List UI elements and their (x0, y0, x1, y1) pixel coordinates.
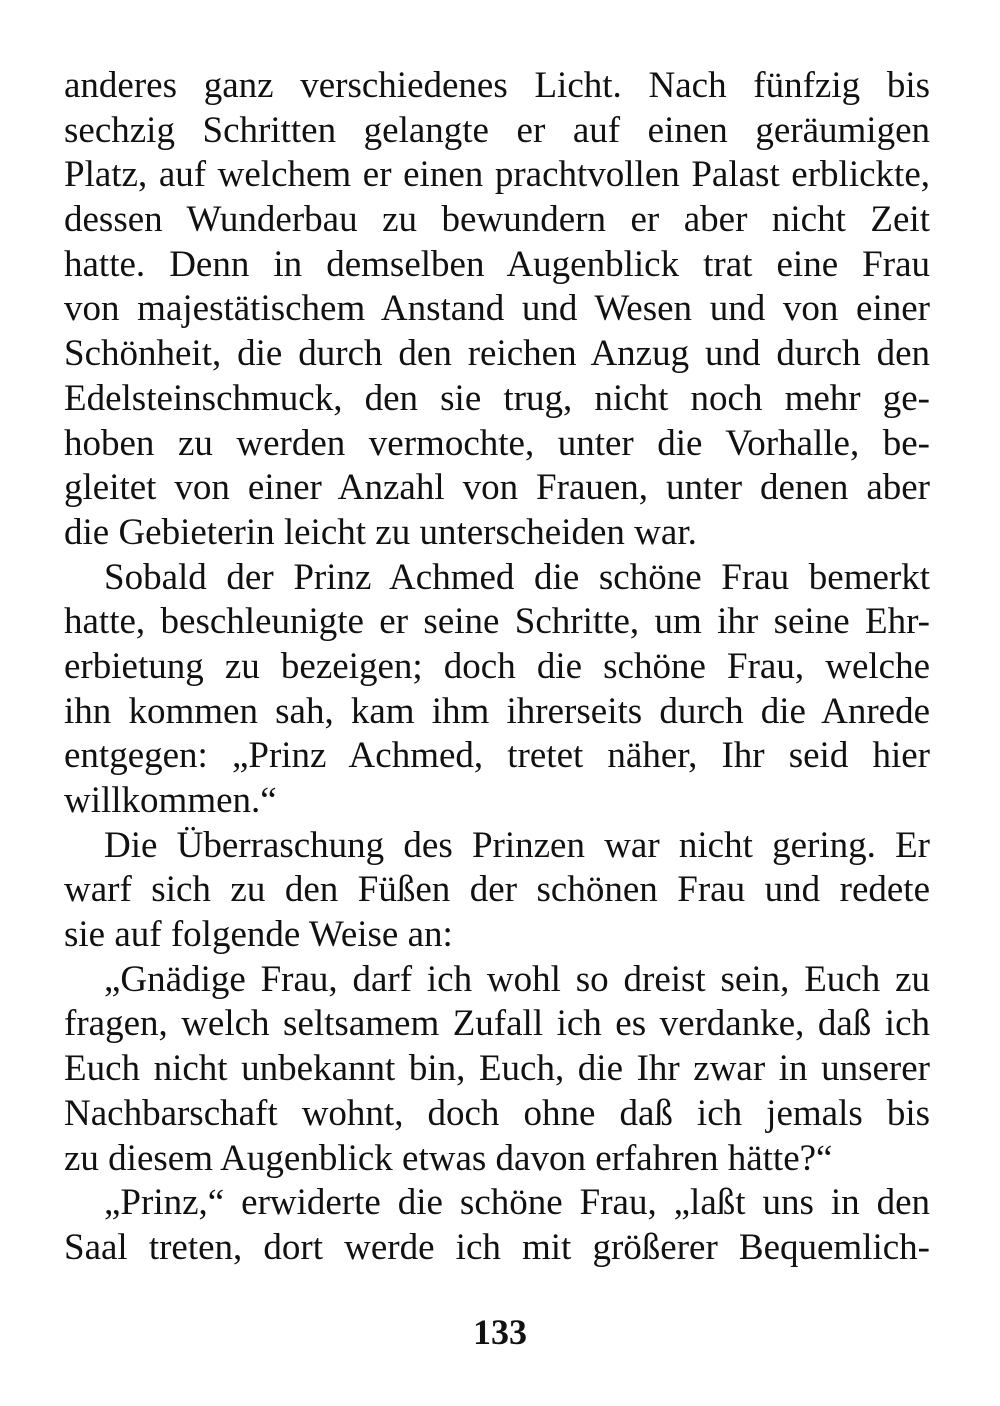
text-line: ihn kommen sah, kam ihm ihrerseits durch die Anrede (64, 690, 930, 732)
text-line: hatte. Denn in demselben Augenblick trat eine Frau (64, 243, 930, 285)
text-line: anderes ganz verschiedenes Licht. Nach fünfzig bis (64, 65, 930, 106)
text-line: hatte, beschleunigte er seine Schritte, um ihr seine Ehr- (64, 601, 930, 643)
text-line: Nachbarschaft wohnt, doch ohne daß ich jemals bis (64, 1092, 930, 1134)
text-line: fragen, welch seltsamem Zufall ich es verdanke, daß ich (64, 1003, 930, 1045)
text-line: Saal treten, dort werde ich mit größerer Bequemlich- (64, 1226, 930, 1268)
page-number: 133 (473, 1312, 527, 1352)
text-line: erbietung zu bezeigen; doch die schöne Frau, welche (64, 645, 930, 687)
text-line: „Prinz,“ erwiderte die schöne Frau, „laßt uns in den (104, 1182, 930, 1224)
text-line: Die Überraschung des Prinzen war nicht gering. Er (104, 824, 930, 866)
text-line: dessen Wunderbau zu bewundern er aber nicht Zeit (64, 199, 930, 241)
text-line: Sobald der Prinz Achmed die schöne Frau bemerkt (104, 556, 930, 598)
text-line: gleitet von einer Anzahl von Frauen, unter denen aber (64, 467, 930, 509)
text-line: Schönheit, die durch den reichen Anzug und durch den (64, 333, 930, 375)
text-line: sechzig Schritten gelangte er auf einen geräumigen (64, 109, 930, 151)
text-line: von majestätischem Anstand und Wesen und von einer (64, 288, 930, 330)
text-line: die Gebieterin leicht zu unterscheiden war. (64, 511, 697, 553)
text-line: willkommen.“ (64, 780, 277, 821)
text-line: Edelsteinschmuck, den sie trug, nicht noch mehr ge- (64, 377, 930, 419)
text-line: entgegen: „Prinz Achmed, tretet näher, Ihr seid hier (64, 735, 930, 777)
text-line: warf sich zu den Füßen der schönen Frau und redete (64, 869, 930, 911)
text-line: sie auf folgende Weise an: (64, 914, 453, 956)
text-line: Euch nicht unbekannt bin, Euch, die Ihr zwar in unserer (64, 1048, 930, 1090)
text-line: zu diesem Augenblick etwas davon erfahren hätte?“ (64, 1137, 833, 1179)
text-line: Platz, auf welchem er einen prachtvollen Palast erblickte, (64, 154, 930, 196)
text-line: „Gnädige Frau, darf ich wohl so dreist sein, Euch zu (104, 958, 930, 1000)
text-line: hoben zu werden vermochte, unter die Vorhalle, be- (64, 422, 930, 464)
body-text (64, 64, 930, 1271)
